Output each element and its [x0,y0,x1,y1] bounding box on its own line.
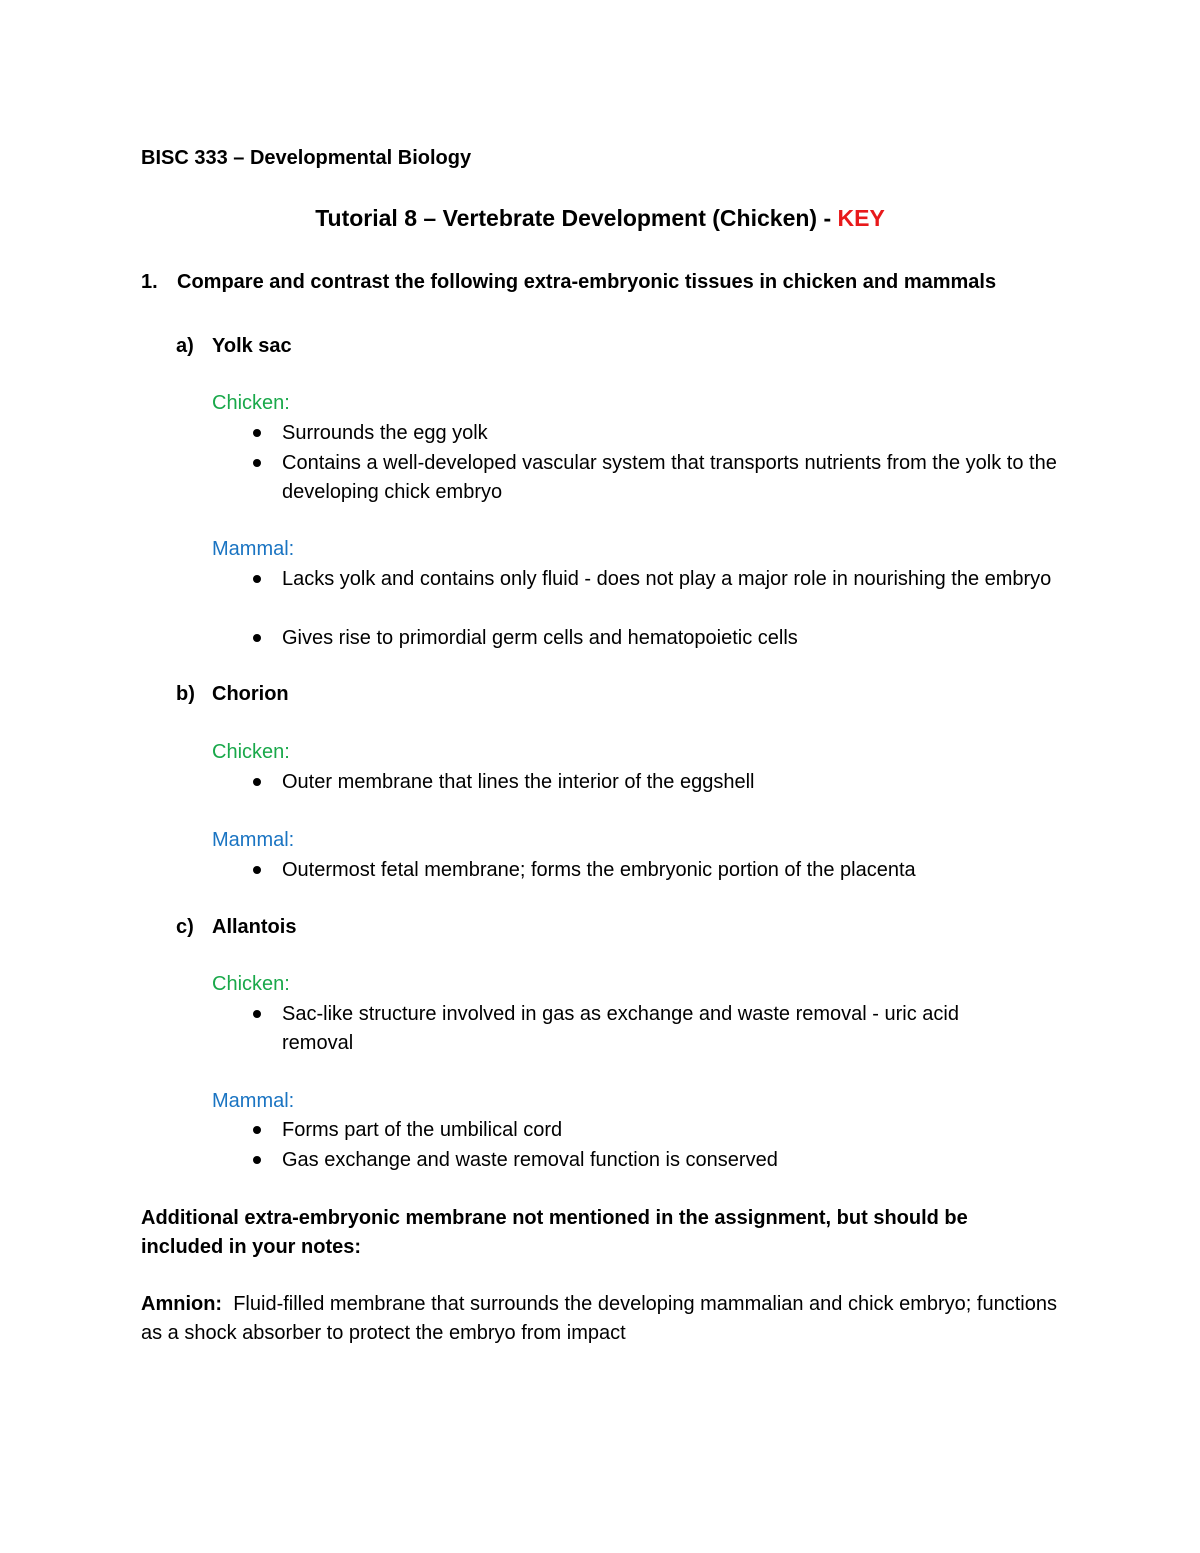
section-a-chicken-label: Chicken: [212,392,290,414]
section-c-mammal-point-2: Gas exchange and waste removal function is conserved [282,1149,778,1171]
bullet-icon [253,429,261,437]
section-b-chicken-label: Chicken: [212,741,290,763]
section-c-name: Allantois [212,916,297,938]
amnion-paragraph [141,1290,1061,1348]
additional-heading: Additional extra-embryonic membrane not mentioned in the assignment, but should be included in your notes: [141,1207,968,1258]
bullet-icon [253,575,261,583]
section-a-chicken-point-2: Contains a well-developed vascular system that transports nutrients from the yolk to the developing chick embryo [282,452,1057,503]
section-a-mammal-point-2: Gives rise to primordial germ cells and hematopoietic cells [282,627,798,649]
bullet-icon [253,1126,261,1134]
section-c-mammal-point-1: Forms part of the umbilical cord [282,1119,563,1141]
section-c-chicken-label: Chicken: [212,973,290,995]
page-title [0,202,1200,234]
bullet-icon [253,866,261,874]
bullet-icon [253,634,261,642]
course-heading: BISC 333 – Developmental Biology [141,147,472,169]
section-a-chicken-point-1: Surrounds the egg yolk [282,422,488,444]
section-b-mammal-point-1: Outermost fetal membrane; forms the embryonic portion of the placenta [282,859,916,881]
bullet-icon [253,778,261,786]
bullet-icon [253,459,261,467]
section-b-chicken-point-1: Outer membrane that lines the interior of the eggshell [282,771,755,793]
section-c-letter: c) [176,916,194,938]
section-b-mammal-label: Mammal: [212,829,295,851]
section-a-mammal-point-1: Lacks yolk and contains only fluid - does not play a major role in nourishing the embryo [282,568,1052,590]
question-text: Compare and contrast the following extra-embryonic tissues in chicken and mammals [177,271,997,293]
section-c-chicken-point-1: Sac-like structure involved in gas as exchange and waste removal - uric acid removal [282,1003,959,1054]
title-key-label: KEY [837,205,885,231]
amnion-text: Fluid-filled membrane that surrounds the developing mammalian and chick embryo; functions as a shock absorber to protect the embryo from impact [141,1293,1057,1344]
section-a-mammal-label: Mammal: [212,538,295,560]
bullet-icon [253,1010,261,1018]
section-b-letter: b) [176,683,195,705]
question-number: 1. [141,271,158,293]
section-a-name: Yolk sac [212,335,292,357]
section-b-name: Chorion [212,683,289,705]
title-main: Tutorial 8 – Vertebrate Development (Chicken) - [315,205,838,231]
section-c-mammal-label: Mammal: [212,1090,295,1112]
section-a-letter: a) [176,335,194,357]
bullet-icon [253,1156,261,1164]
amnion-label: Amnion: [141,1293,223,1315]
